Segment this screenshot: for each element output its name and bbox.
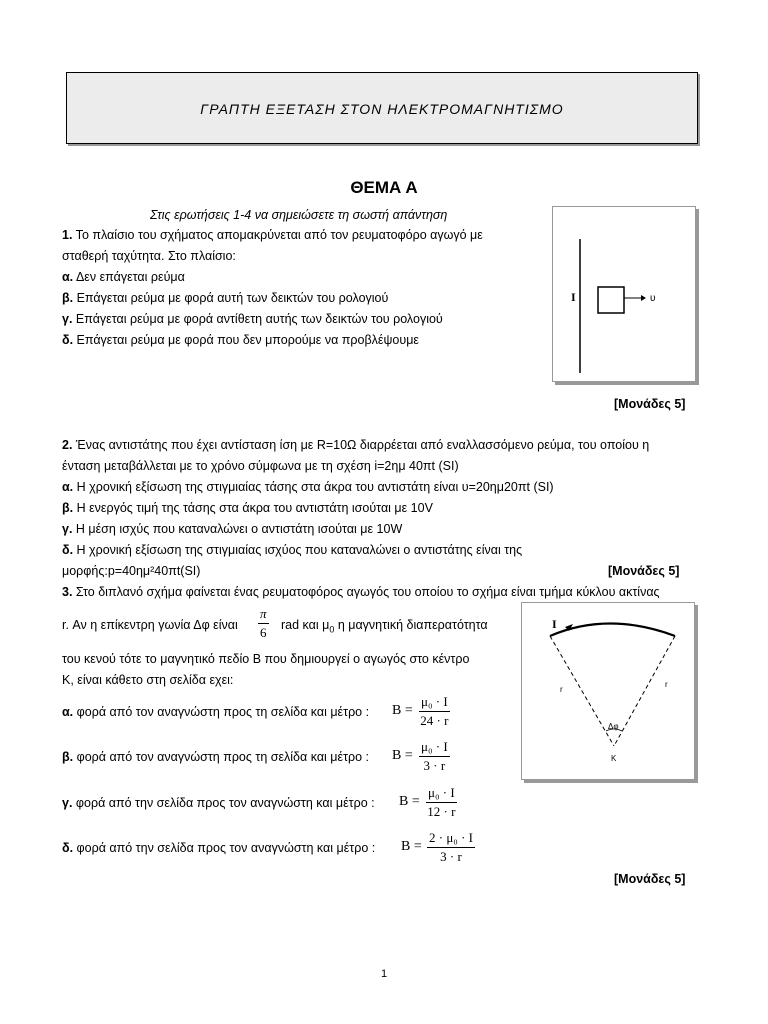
q1-number: 1. [62,228,73,242]
fraction-numerator: μ₀ · I [426,785,457,803]
option-letter: δ. [62,543,74,557]
section-heading: ΘΕΜΑ Α [350,178,418,197]
q2-line2: ένταση μεταβάλλεται με το χρόνο σύμφωνα με τη σχέση i=2ημ 40πt (SI) [62,459,459,473]
radius-right [614,636,675,746]
q2-option-c [62,522,402,536]
wire-loop-diagram [553,207,695,381]
eq-prefix: B = [392,748,413,763]
option-letter: γ. [62,796,73,810]
option-letter: α. [62,270,74,284]
fraction-denominator: 3 · r [440,849,462,864]
fraction-numerator: μ₀ · I [419,739,450,757]
q1-figure [552,206,696,382]
q2-number: 2. [62,438,73,452]
option-text: Η χρονική εξίσωση της στιγμιαίας ισχύος που καταναλώνει ο αντιστάτης είναι της [73,543,523,557]
q3-option-c-formula [426,785,457,820]
fig-angle-label: Δφ [608,722,619,731]
option-text: Η μέση ισχύς που καταναλώνει ο αντιστάτη ισούται με 10W [72,522,403,536]
q2-option-d [62,543,522,557]
q3-text-2c: η μαγνητική διαπερατότητα [334,618,488,632]
q3-figure [521,602,695,780]
q3-marks: [Μονάδες 5] [614,872,686,886]
option-letter: δ. [62,841,74,855]
mu-subscript: 0 [329,624,335,635]
q3-line1 [62,585,660,599]
q3-option-d-formula [427,830,475,865]
fraction-denominator: 3 · r [423,758,446,773]
fraction-denominator: 6 [260,625,267,640]
section-instructions: Στις ερωτήσεις 1-4 να σημειώσετε τη σωστή απάντηση [150,208,448,222]
q3-line2-b [281,618,488,635]
option-letter: γ. [62,522,73,536]
option-letter: β. [62,291,74,305]
velocity-label: υ [650,293,656,304]
q2-last-line: μορφής:p=40ημ²40πt(SI) [62,564,201,578]
q2-option-a [62,480,554,494]
q1-line1 [62,228,483,242]
option-letter: β. [62,750,74,764]
q2-line1 [62,438,649,452]
q3-option-d [62,841,375,855]
arrow-head-icon [641,295,646,301]
q3-option-b-formula [419,739,450,774]
option-text: φορά από τον αναγνώστη προς τη σελίδα και μέτρο : [73,705,370,719]
q3-line3: του κενού τότε το μαγνητικό πεδίο Β που δημιουργεί ο αγωγός στο κέντρο [62,652,470,666]
q1-option-c [62,312,443,326]
option-letter: δ. [62,333,74,347]
q2-option-b [62,501,433,515]
eq-prefix: B = [399,794,420,809]
option-text: φορά από τον αναγνώστη προς τη σελίδα και μέτρο : [73,750,370,764]
fig-radius-label-right: r [665,680,668,689]
current-label: I [571,290,576,304]
option-text: φορά από την σελίδα προς τον αναγνώστη και μέτρο : [73,841,376,855]
eq-prefix: B = [401,839,422,854]
fig-current-label: I [552,617,557,631]
option-letter: β. [62,501,74,515]
q2-marks: [Μονάδες 5] [608,564,680,578]
option-letter: γ. [62,312,73,326]
q3-line2-a: r. Αν η επίκεντρη γωνία Δφ είναι [62,618,238,632]
q3-option-c [62,796,375,810]
fraction-denominator: 24 · r [420,713,449,728]
fig-radius-label-left: r [560,685,563,694]
option-text: Δεν επάγεται ρεύμα [73,270,185,284]
arc-conductor-diagram [522,603,694,779]
title-box [66,72,698,144]
fraction-numerator: π [258,606,269,624]
q3-text-2b: rad και μ [281,618,330,632]
q3-option-a-formula [419,694,450,729]
q3-option-a [62,705,369,719]
fig-center-label: Κ [611,754,617,763]
q1-option-b [62,291,388,305]
option-text: φορά από την σελίδα προς τον αναγνώστη και μέτρο : [72,796,375,810]
q1-option-a [62,270,185,284]
eq-prefix: B = [392,703,413,718]
option-letter: α. [62,480,74,494]
q2-text-1: Ένας αντιστάτης που έχει αντίσταση ίση με R=10Ω διαρρέεται από εναλλασσόμενο ρεύμα, του οποίου η [72,438,650,452]
document-title: ΓΡΑΠΤΗ ΕΞΕΤΑΣΗ ΣΤΟΝ ΗΛΕΚΤΡΟΜΑΓΝΗΤΙΣΜΟ [200,101,564,117]
option-text: Η χρονική εξίσωση της στιγμιαίας τάσης στα άκρα του αντιστάτη είναι υ=20ημ20πt (SI) [73,480,554,494]
fraction-numerator: μ₀ · I [419,694,450,712]
option-text: Επάγεται ρεύμα με φορά αυτή των δεικτών του ρολογιού [73,291,389,305]
option-letter: α. [62,705,74,719]
q3-line4: Κ, είναι κάθετο στη σελίδα εχει: [62,673,234,687]
fraction-numerator: 2 · μ₀ · I [427,830,475,848]
q3-option-b [62,750,369,764]
q3-number: 3. [62,585,73,599]
loop-frame [598,287,624,313]
q1-line2: σταθερή ταχύτητα. Στο πλαίσιο: [62,249,236,263]
q1-option-d [62,333,419,347]
option-text: Επάγεται ρεύμα με φορά που δεν μπορούμε να προβλέψουμε [73,333,419,347]
q1-text-1: Το πλαίσιο του σχήματος απομακρύνεται από τον ρευματοφόρο αγωγό με [72,228,483,242]
page-number: 1 [380,968,388,980]
q1-marks: [Μονάδες 5] [614,397,686,411]
fraction-denominator: 12 · r [427,804,456,819]
option-text: Η ενεργός τιμή της τάσης στα άκρα του αντιστάτη ισούται με 10V [73,501,433,515]
q3-text-1: Στο διπλανό σχήμα φαίνεται ένας ρευματοφόρος αγωγός του οποίου το σχήμα είναι τμήμα κύκλου ακτίνας [72,585,660,599]
angle-fraction [258,606,269,641]
option-text: Επάγεται ρεύμα με φορά αντίθετη αυτής των δεικτών του ρολογιού [72,312,443,326]
